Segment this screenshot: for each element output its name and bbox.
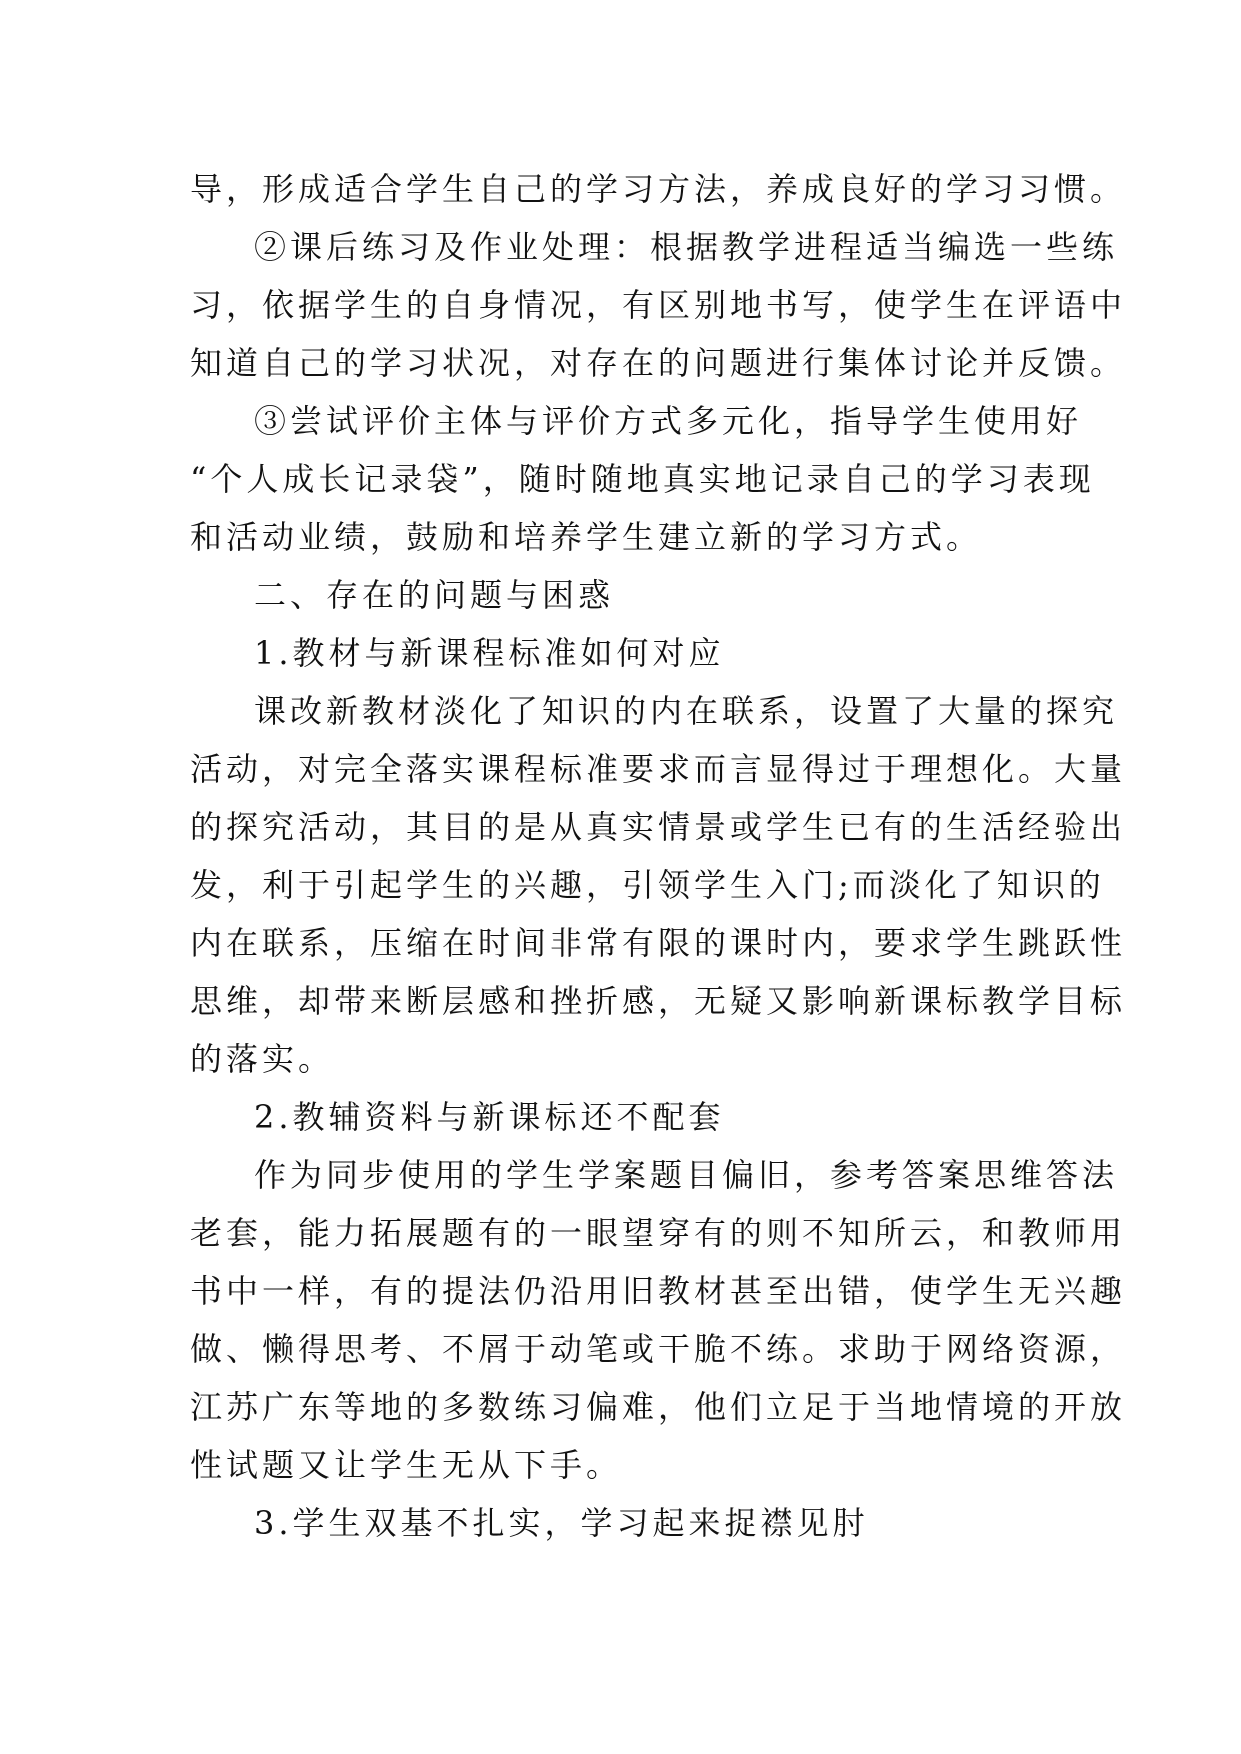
subsection-heading: 3.学生双基不扎实，学习起来捉襟见肘 <box>254 1504 869 1542</box>
text-line: 思维，却带来断层感和挫折感，无疑又影响新课标教学目标 <box>190 982 1127 1020</box>
subsection-heading: 1.教材与新课程标准如何对应 <box>254 634 725 672</box>
text-line: 的探究活动，其目的是从真实情景或学生已有的生活经验出 <box>190 808 1127 846</box>
document-body <box>190 160 1127 1552</box>
text-line: 的落实。 <box>190 1040 335 1078</box>
text-line: 书中一样，有的提法仍沿用旧教材甚至出错，使学生无兴趣 <box>190 1272 1127 1310</box>
text-line: 江苏广东等地的多数练习偏难，他们立足于当地情境的开放 <box>190 1388 1127 1426</box>
text-line: 做、懒得思考、不屑于动笔或干脆不练。求助于网络资源， <box>190 1330 1127 1368</box>
text-line: 课改新教材淡化了知识的内在联系，设置了大量的探究 <box>254 692 1119 730</box>
text-line: 发，利于引起学生的兴趣，引领学生入门;而淡化了知识的 <box>190 866 1105 904</box>
text-line: 性试题又让学生无从下手。 <box>190 1446 623 1484</box>
section-heading: 二、存在的问题与困惑 <box>254 576 615 614</box>
subsection-heading: 2.教辅资料与新课标还不配套 <box>254 1098 725 1136</box>
text-line: 内在联系，压缩在时间非常有限的课时内，要求学生跳跃性 <box>190 924 1127 962</box>
text-line: ②课后练习及作业处理：根据教学进程适当编选一些练 <box>254 228 1119 266</box>
text-line: 老套，能力拓展题有的一眼望穿有的则不知所云，和教师用 <box>190 1214 1127 1252</box>
text-line: “个人成长记录袋”，随时随地真实地记录自己的学习表现 <box>190 460 1095 498</box>
text-line: 知道自己的学习状况，对存在的问题进行集体讨论并反馈。 <box>190 344 1127 382</box>
text-line: 活动，对完全落实课程标准要求而言显得过于理想化。大量 <box>190 750 1127 788</box>
text-line: 习，依据学生的自身情况，有区别地书写，使学生在评语中 <box>190 286 1127 324</box>
text-line: 作为同步使用的学生学案题目偏旧，参考答案思维答法 <box>254 1156 1119 1194</box>
text-line: 导，形成适合学生自己的学习方法，养成良好的学习习惯。 <box>190 170 1127 208</box>
text-line: ③尝试评价主体与评价方式多元化，指导学生使用好 <box>254 402 1083 440</box>
text-line: 和活动业绩，鼓励和培养学生建立新的学习方式。 <box>190 518 983 556</box>
